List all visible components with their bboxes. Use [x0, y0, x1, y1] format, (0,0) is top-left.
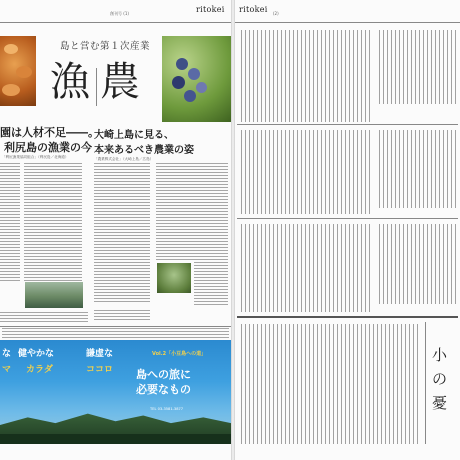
ad-main-copy-2: 必要なもの [136, 383, 191, 396]
ad-vol-tag: Vol.2「小豆島への道」 [152, 351, 207, 357]
ad-slogan-b-1: 謙虚な [86, 349, 114, 359]
blueberry-photo [162, 36, 231, 122]
big-char-1: 小 [432, 346, 448, 364]
masthead: ritokei [196, 5, 225, 14]
vertical-text [241, 30, 371, 122]
page-number: 創刊号 (1) [110, 11, 129, 16]
vertical-text [241, 324, 419, 444]
left-headline-1: 園は人材不足――。 [0, 126, 99, 139]
ad-slogan-a-2: カラダ [26, 365, 53, 375]
vertical-text [241, 224, 371, 312]
footer-text [2, 328, 229, 338]
vertical-text [379, 224, 457, 304]
left-byline: 「利尻漁業協同組合」（利尻島／北海道） [2, 155, 69, 159]
right-headline-2: 本来あるべき農業の姿 [94, 145, 194, 156]
ad-copy-col2: マ [2, 365, 12, 375]
vertical-text [379, 30, 457, 104]
right-byline: 「農業株式会社」（大崎上島／広島） [94, 157, 154, 161]
fishing-port-photo [25, 282, 83, 308]
ad-slogan-a-1: 健やかな [18, 349, 55, 359]
field-photo [157, 263, 191, 293]
kanji-fisheries: 漁 [50, 59, 90, 105]
ad-main-copy-1: 島への旅に [136, 368, 191, 381]
big-char-2: の [432, 370, 448, 388]
ad-tel: TEL 03-3581-3877 [150, 407, 184, 411]
right-page [235, 0, 460, 460]
ad-slogan-b-2: ココロ [86, 365, 114, 375]
right-headline-1: 大崎上島に見る、 [94, 130, 174, 141]
sea-urchin-photo [0, 36, 36, 106]
body-text [0, 163, 20, 281]
vertical-text [241, 130, 371, 214]
body-text [156, 163, 228, 261]
kanji-agriculture: 農 [100, 59, 140, 105]
page-number: (2) [273, 11, 279, 16]
big-char-3: 憂 [432, 394, 448, 412]
ad-copy-col1: な [2, 349, 12, 359]
body-text [94, 310, 150, 322]
vertical-text [379, 130, 457, 208]
body-text [24, 163, 82, 281]
left-page-header [0, 0, 231, 23]
masthead: ritokei [239, 5, 268, 14]
feature-subtitle: 島と営む第１次産業 [60, 41, 151, 52]
left-headline-2: 利尻島の漁業の今 [4, 141, 92, 154]
body-text [194, 262, 228, 306]
body-text [94, 163, 150, 303]
body-text [0, 312, 88, 322]
right-page-header [235, 0, 460, 23]
